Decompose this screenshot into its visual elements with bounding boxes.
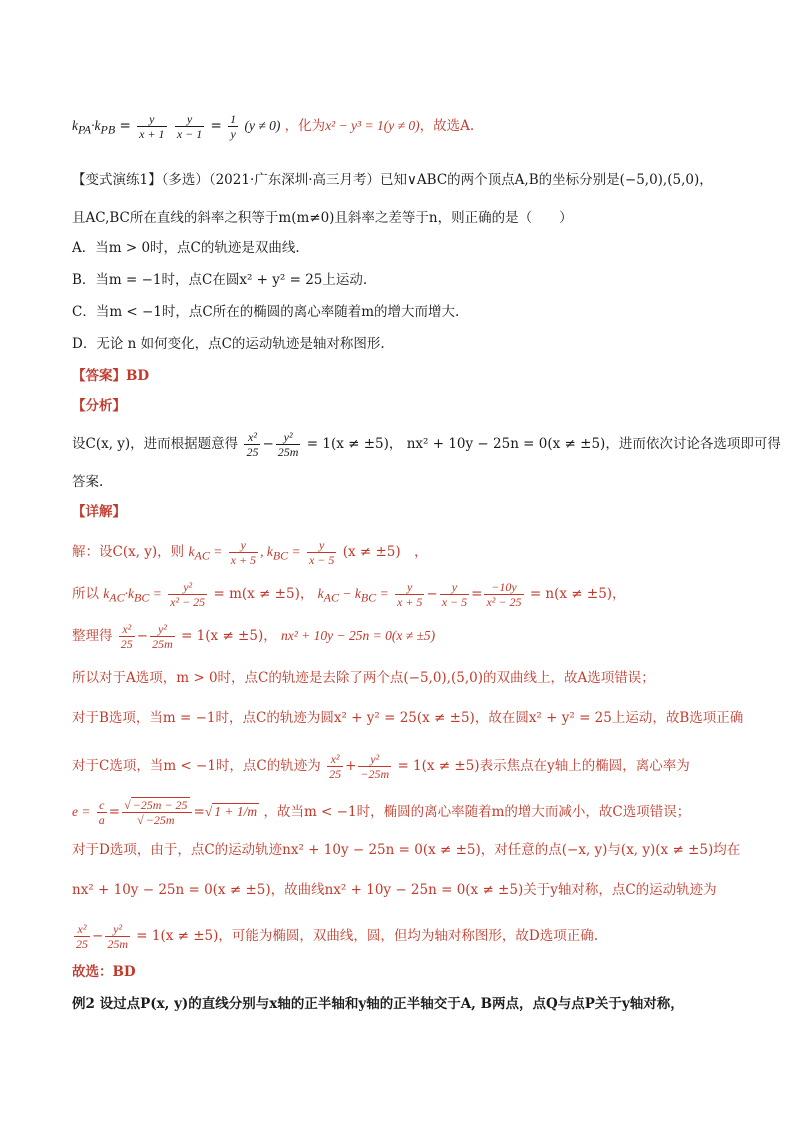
fraction-y2-25m: $\frac{\text{y²}}{25m}$ <box>277 430 299 459</box>
detail-line-5: 对于B选项，当m = −1时，点C的轨迹为圆x² + y² = 25(x ≠ ±5)，故在圆x² + y² = 25上运动，故B选项正确 <box>72 710 744 726</box>
option-b: B．当m = −1时，点C在圆x² + y² = 25上运动. <box>72 272 368 288</box>
top-tail: ，化为x² − y³ = 1(y ≠ 0)，故选A. <box>284 118 475 134</box>
final-answer: 故选：BD <box>72 964 136 980</box>
option-c: C．当m < −1时，点C所在的椭圆的离心率随着m的增大而增大. <box>72 304 460 320</box>
fraction-x2-25: $\frac{\text{x²}}{25}$ <box>246 430 259 459</box>
detail-line-3: 整理得 $\frac{\text{x²}}{25}$ − $\frac{\text{y²}}{25m}$ = 1(x ≠ ±5)， nx² + 10y − 25n = 0(x ≠ ±5) <box>72 622 436 651</box>
detail-line-4: 所以对于A选项，m > 0时，点C的轨迹是去除了两个点(−5,0),(5,0)的双曲线上，故A选项错误； <box>72 670 655 686</box>
fraction-3: $\frac{1}{y}$ <box>230 112 237 141</box>
fraction-1: $\frac{y}{x + 1}$ <box>139 112 165 141</box>
detail-line-10: $\frac{\text{x²}}{25}$ − $\frac{\text{y²}}{25m}$ = 1(x ≠ ±5)，可能为椭圆，双曲线，圆，但均为轴对称图形，故D选项正确. <box>76 922 599 951</box>
detail-line-1: 解：设C(x, y)，则 $k_{AC}$ = $\frac{y}{x + 5}$ , $k_{BC}$ = $\frac{y}{x - 5}$ (x ≠ ±5) ， <box>72 538 428 567</box>
detail-line-7: e = $\frac{c}{a}$ = $\frac{√ -25m - 25}{√ -25m}$ =√ 1 + 1/m ，故当m < −1时，椭圆的离心率随着m的增大而减小，故C选项错误； <box>72 798 691 827</box>
condition: (y ≠ 0) <box>244 118 281 133</box>
kpa-symbol: $k_{PA}\cdot k_{PB}$ <box>72 118 116 137</box>
detail-line-2: 所以 $k_{AC}\cdot k_{BC}$ = $\frac{\text{y²}}{\text{x² − 25}}$ = m(x ≠ ±5)， $k_{AC} - k_{BC}$ = $\frac{y}{x + 5}$ − $\frac{y}{x - 5}$ = $\frac{-10y}{\text{x² − 25}}$ = n(x ≠ ±5)， <box>72 580 626 609</box>
equals-sign-2: = <box>210 118 222 134</box>
fraction-2: $\frac{y}{x - 1}$ <box>176 112 203 141</box>
detail-line-6: 对于C选项，当m < −1时，点C的轨迹为 $\frac{\text{x²}}{25}$ + $\frac{\text{y²}}{-25m}$ = 1(x ≠ ±5)表示焦点在y轴上的椭圆，离心率为 <box>72 752 690 781</box>
analysis-label: 【分析】 <box>72 398 126 414</box>
equals-sign: = <box>119 118 131 134</box>
example-2-text: 例2 设过点P(x, y)的直线分别与x轴的正半轴和y轴的正半轴交于A, B两点，点Q与点P关于y轴对称， <box>72 996 684 1012</box>
detail-line-9: nx² + 10y − 25n = 0(x ≠ ±5)，故曲线nx² + 10y − 25n = 0(x ≠ ±5)关于y轴对称，点C的运动轨迹为 <box>72 882 717 898</box>
variant-line-2: 且AC,BC所在直线的斜率之积等于m(m≠0)且斜率之差等于n，则正确的是（ ） <box>72 210 573 226</box>
option-d: D．无论 n 如何变化，点C的运动轨迹是轴对称图形. <box>72 336 385 352</box>
answer-label: 【答案】BD <box>72 368 150 384</box>
analysis-line-2: 答案. <box>72 474 104 490</box>
variant-line-1: 【变式演练1】（多选）（2021·广东深圳·高三月考）已知∨ABC的两个顶点A,B的坐标分别是(−5,0),(5,0)， <box>72 172 713 188</box>
detail-line-8: 对于D选项，由于，点C的运动轨迹nx² + 10y − 25n = 0(x ≠ ±5)，对任意的点(−x, y)与(x, y)(x ≠ ±5)均在 <box>72 842 741 858</box>
top-formula-line <box>72 112 474 141</box>
detail-label: 【详解】 <box>72 504 126 520</box>
analysis-line-1: 设C(x, y)，进而根据题意得 $\frac{\text{x²}}{25}$ − $\frac{\text{y²}}{25m}$ = 1(x ≠ ±5)， nx² + 10y − 25n = 0(x ≠ ±5)，进而依次讨论各选项即可得 <box>72 430 781 459</box>
option-a: A．当m > 0时，点C的轨迹是双曲线. <box>72 240 300 256</box>
